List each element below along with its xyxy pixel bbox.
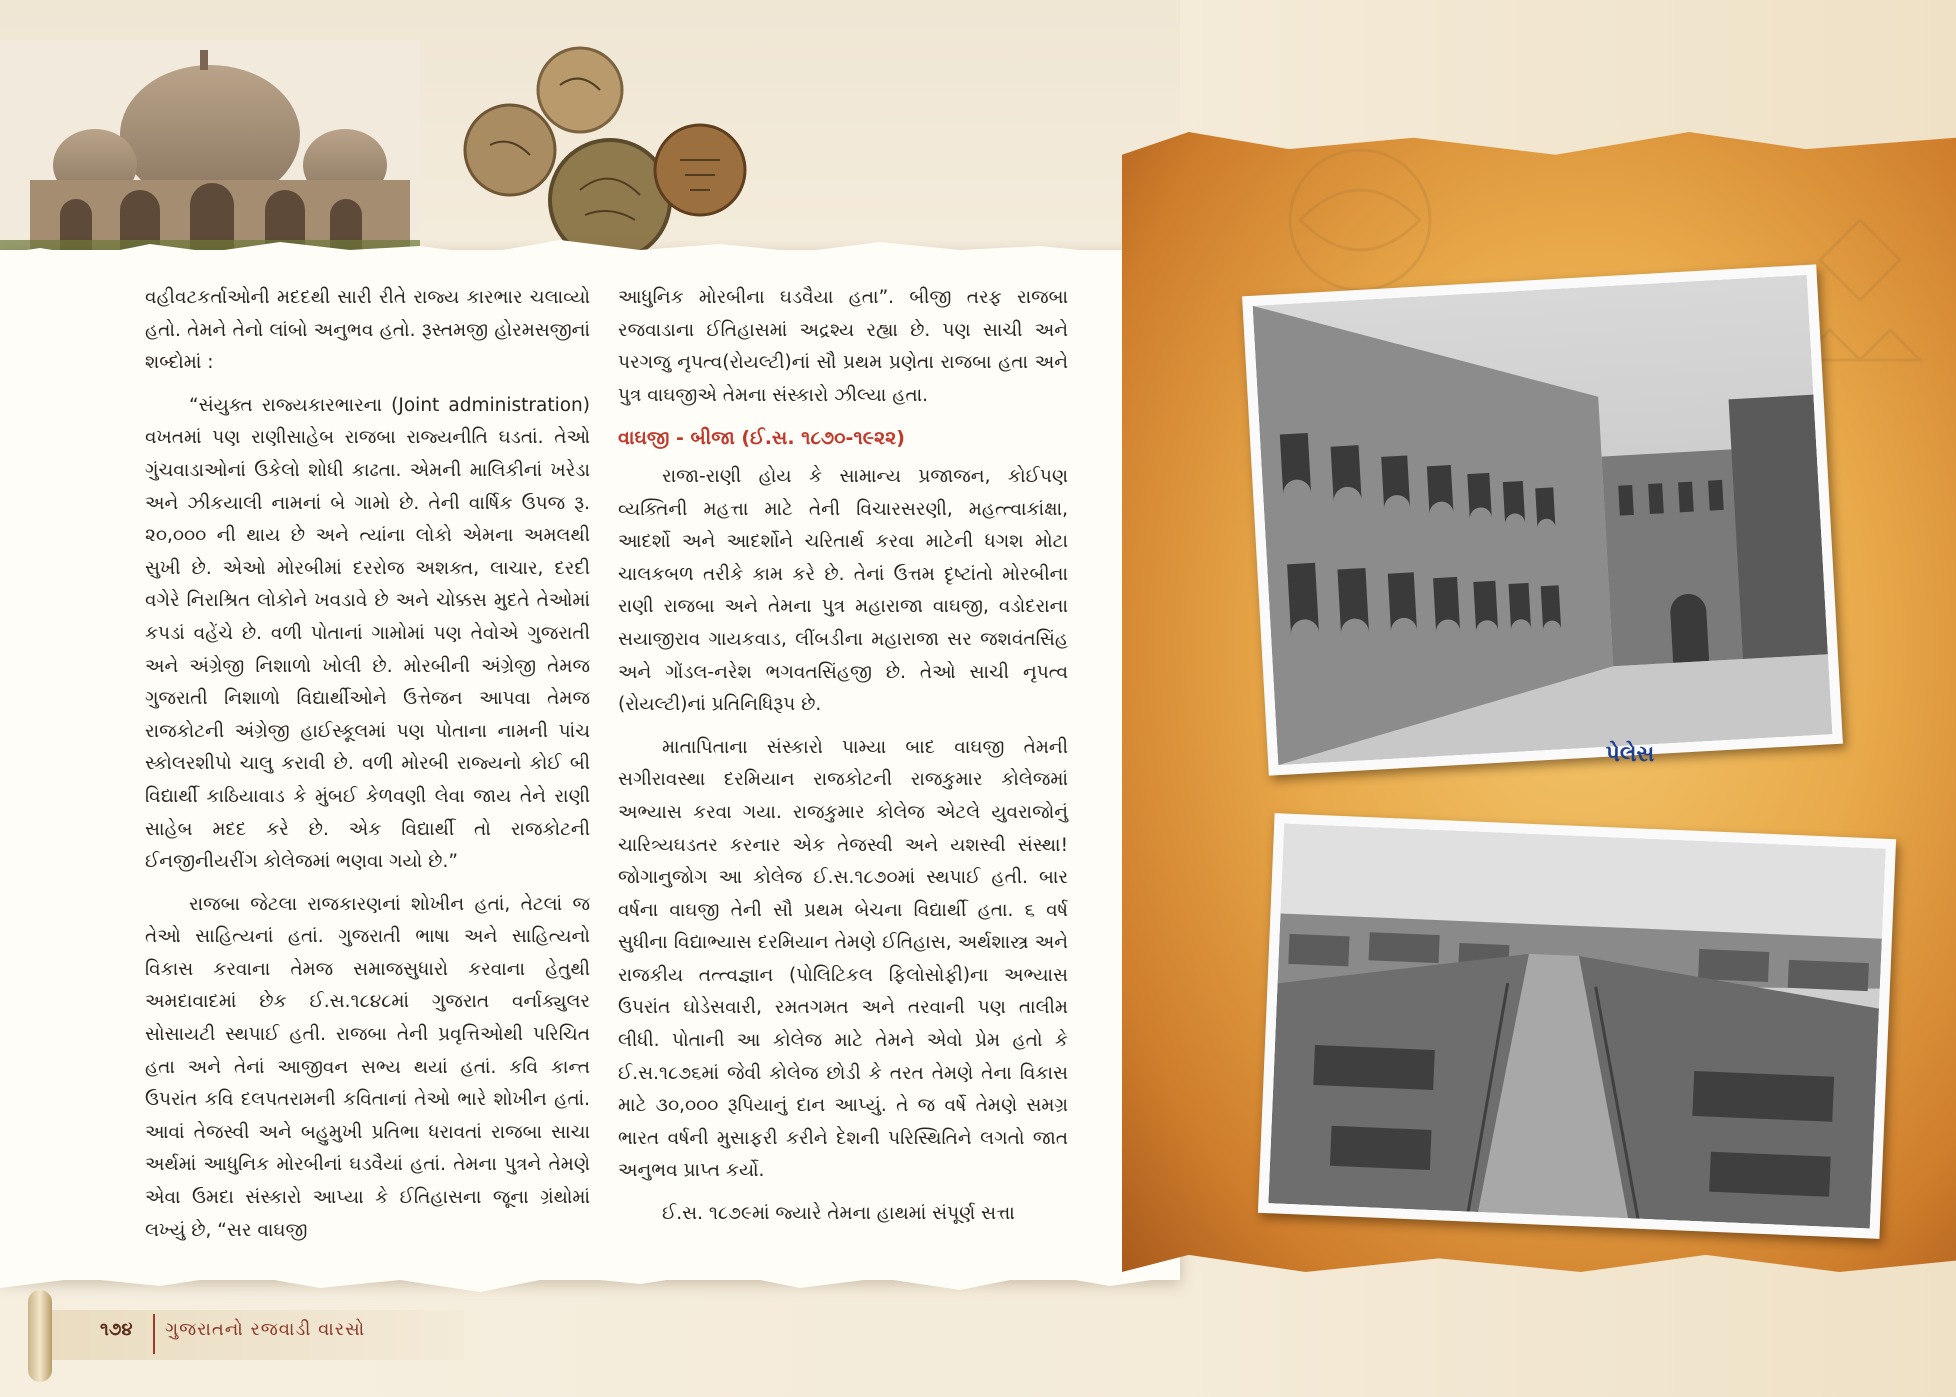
palace-dome-illustration	[0, 40, 420, 260]
book-title: ગુજરાતનો રજવાડી વારસો	[165, 1319, 366, 1340]
palace-photo-image	[1253, 275, 1833, 765]
page-number: ૧૭૪	[100, 1319, 133, 1340]
torn-paper-edge-top	[0, 236, 1180, 266]
paragraph: આધુનિક મોરબીના ઘડવૈયા હતા”. બીજી તરફ રાજબા રજવાડાના ઈતિહાસમાં અદ્રશ્ય રહ્યા છે. પણ સાચી અને પરગજુ નૃપત્વ(રોયલ્ટી)નાં સૌ પ્રથમ પ્રણેતા રાજબા હતા અને પુત્ર વાઘજીએ તેમના સંસ્કારો ઝીલ્યા હતા.	[618, 287, 1068, 406]
photo-caption: પેલેસ	[1605, 742, 1655, 767]
paragraph: રાજબા જેટલા રાજકારણનાં શોખીન હતાં, તેટલાં જ તેઓ સાહિત્યનાં હતાં. ગુજરાતી ભાષા અને સાહિત્યનો વિકાસ કરવાના તેમજ સમાજસુધારો કરવાના હેતુથી અમદાવાદમાં છેક ઈ.સ.૧૮૪૮માં ગુજરાત વર્નાક્યુલર સોસાયટી સ્થપાઈ હતી. રાજબા તેની પ્રવૃત્તિઓથી પરિચિત હતા અને તેનાં આજીવન સભ્ય થયાં હતાં. કવિ કાન્ત ઉપરાંત કવિ દલપતરામની કવિતાનાં તેઓ ભારે શોખીન હતાં. આવાં તેજસ્વી અને બહુમુખી પ્રતિભા ધરાવતાં રાજબા સાચા અર્થમાં આધુનિક મોરબીનાં ઘડવૈયાં હતાં. તેમના પુત્રને તેમણે એવા ઉમદા સંસ્કારો આપ્યા કે ઈતિહાસના જૂના ગ્રંથોમાં લખ્યું છે, “સર વાઘજી	[145, 893, 590, 1241]
torn-paper-edge-bottom	[0, 1262, 1180, 1296]
quote-paragraph: “સંયુક્ત રાજ્યકારભારના (Joint administration) વખતમાં પણ રાણીસાહેબ રાજબા રાજ્યનીતિ ઘડતાં. તેઓ ગુંચવાડાઓનાં ઉકેલો શોધી કાઢતા. એમની માલિકીનાં ખરેડા અને ઝીકયાલી નામનાં બે ગામો છે. તેની વાર્ષિક ઉપજ રૂ. ૨૦,૦૦૦ ની થાય છે અને ત્યાંના લોકો એમના અમલથી સુખી છે. એઓ મોરબીમાં દરરોજ અશક્ત, લાચાર, દરદી વગેરે નિરાશ્રિત લોકોને ખવડાવે છે અને ચોક્કસ મુદતે તેઓમાં કપડાં વહેંચે છે. વળી પોતાનાં ગામોમાં પણ તેવોએ ગુજરાતી અને અંગ્રેજી નિશાળો ખોલી છે. મોરબીની અંગ્રેજી તેમજ ગુજરાતી નિશાળો વિદ્યાર્થીઓને ઉત્તેજન આપવા તેમજ રાજકોટની અંગ્રેજી હાઈસ્કૂલમાં પણ પોતાના નામની પાંચ સ્કોલરશીપો ચાલુ કરાવી છે. વળી મોરબી રાજ્યનો કોઈ બી વિદ્યાર્થી કાઠિયાવાડ કે મુંબઈ કેળવણી લેવા જાય તેને રાણી સાહેબ મદદ કરે છે. એક વિદ્યાર્થી તો રાજકોટની ઈનજીનીયરીંગ કોલેજમાં ભણવા ગયો છે.”	[145, 394, 590, 873]
heading-years: (ઈ.સ. ૧૮૭૦-૧૯૨૨)	[741, 427, 905, 450]
street-photo	[1258, 813, 1896, 1239]
paragraph: ઈ.સ. ૧૮૭૯માં જ્યારે તેમના હાથમાં સંપૂર્ણ સત્તા	[662, 1203, 1015, 1225]
paragraph: માતાપિતાના સંસ્કારો પામ્યા બાદ વાઘજી તેમની સગીરાવસ્થા દરમિયાન રાજકોટની રાજકુમાર કોલેજમાં અભ્યાસ કરવા ગયા. રાજકુમાર કોલેજ એટલે યુવરાજોનું ચારિત્ર્યઘડતર કરનાર એક તેજસ્વી અને યશસ્વી સંસ્થા! જોગાનુજોગ આ કોલેજ ઈ.સ.૧૮૭૦માં સ્થપાઈ હતી. બાર વર્ષના વાઘજી તેની સૌ પ્રથમ બેચના વિદ્યાર્થી હતા. ૬ વર્ષ સુધીના વિદ્યાભ્યાસ દરમિયાન તેમણે ઈતિહાસ, અર્થશાસ્ત્ર અને રાજકીય તત્ત્વજ્ઞાન (પોલિટિકલ ફિલોસોફી)ના અભ્યાસ ઉપરાંત ઘોડેસવારી, રમતગમત અને તરવાની પણ તાલીમ લીધી. પોતાની આ કોલેજ માટે તેમને એવો પ્રેમ હતો કે ઈ.સ.૧૮૭૬માં જેવી કોલેજ છોડી કે તરત તેમણે તેના વિકાસ માટે ૩૦,૦૦૦ રૂપિયાનું દાન આપ્યું. તે જ વર્ષે તેમણે સમગ્ર ભારત વર્ષની મુસાફરી કરીને દેશની પરિસ્થિતિને લગતો જાત અનુભવ પ્રાપ્ત કર્યો.	[618, 736, 1068, 1182]
right-text-column	[618, 282, 1068, 1241]
footer-divider	[153, 1314, 155, 1354]
left-text-column	[145, 282, 590, 1257]
heading-name: વાઘજી - બીજા	[618, 427, 735, 450]
section-heading	[618, 422, 1068, 455]
scroll-ornament	[28, 1290, 52, 1382]
street-photo-image	[1268, 824, 1885, 1229]
palace-photo	[1242, 264, 1843, 775]
paragraph: રાજા-રાણી હોય કે સામાન્ય પ્રજાજન, કોઈપણ વ્યક્તિની મહત્તા માટે તેની વિચારસરણી, મહત્ત્વાકાંક્ષા, આદર્શો અને આદર્શોને ચરિતાર્થ કરવા માટેની ધગશ મોટા ચાલકબળ તરીકે કામ કરે છે. તેનાં ઉત્તમ દૃષ્ટાંતો મોરબીના રાણી રાજબા અને તેમના પુત્ર મહારાજા વાઘજી, વડોદરાના સયાજીરાવ ગાયકવાડ, લીંબડીના મહારાજા સર જશવંતસિંહ અને ગોંડલ-નરેશ ભગવતસિંહજી છે. તેઓ સાચી નૃપત્વ (રોયલ્ટી)નાં પ્રતિનિધિરૂપ છે.	[618, 465, 1068, 716]
paragraph: વહીવટકર્તાઓની મદદથી સારી રીતે રાજ્ય કારભાર ચલાવ્યો હતો. તેમને તેનો લાંબો અનુભવ હતો. રૂસ્તમજી હોરમસજીનાં શબ્દોમાં :	[145, 287, 590, 374]
